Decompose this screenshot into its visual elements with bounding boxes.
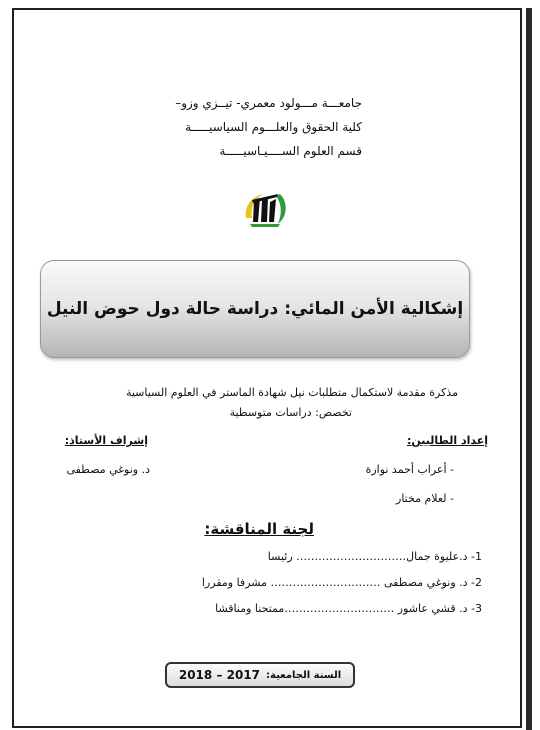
member-dots: ………………………… [270, 576, 381, 589]
memo-description: مذكرة مقدمة لاستكمال متطلبات نيل شهادة الماستر في العلوم السياسية [125, 386, 458, 399]
member-role: مشرفا ومقررا [201, 576, 267, 589]
academic-year-value: 2017 – 2018 [178, 668, 261, 682]
university-logo-icon [240, 188, 290, 230]
page-shadow [526, 8, 532, 730]
faculty-name: كلية الحقوق والعلـــوم السياسيـــــة [185, 120, 362, 134]
member-dots: ………………………… [284, 602, 395, 615]
member-dots: ………………………… [296, 550, 407, 563]
member-name: 3- د. قشي عاشور [397, 602, 482, 615]
committee-member-row [215, 602, 482, 615]
member-name: 1- د.عليوة جمال [406, 550, 482, 563]
title-box [40, 260, 470, 358]
specialization: تخصص: دراسات متوسطية [229, 406, 352, 419]
committee-member-row [268, 550, 482, 563]
thesis-title: إشكالية الأمن المائي: دراسة حالة دول حوض النيل [46, 299, 464, 319]
supervisor-name: د. ونوغي مصطفى [66, 463, 150, 476]
university-name: جامعـــة مـــولود معمري- تيــزي وزو– [175, 96, 362, 110]
students-label: إعداد الطالبين: [406, 434, 488, 447]
supervisor-label: إشراف الأستاذ: [64, 434, 148, 447]
student-name: - أعراب أحمد نوارة [365, 463, 454, 476]
committee-title: لجنة المناقشة: [204, 520, 314, 538]
member-role: ممتحنا ومناقشا [215, 602, 285, 615]
member-role: رئيسا [267, 550, 293, 563]
academic-year-label: السنة الجامعية: [266, 669, 342, 681]
academic-year-box [165, 662, 355, 688]
department-name: قسم العلوم الســــيـاسيـــــة [219, 144, 362, 158]
member-name: 2- د. ونوغي مصطفى [383, 576, 482, 589]
page-border [12, 8, 522, 728]
committee-member-row [202, 576, 482, 589]
student-name: - لعلام مختار [396, 492, 454, 505]
